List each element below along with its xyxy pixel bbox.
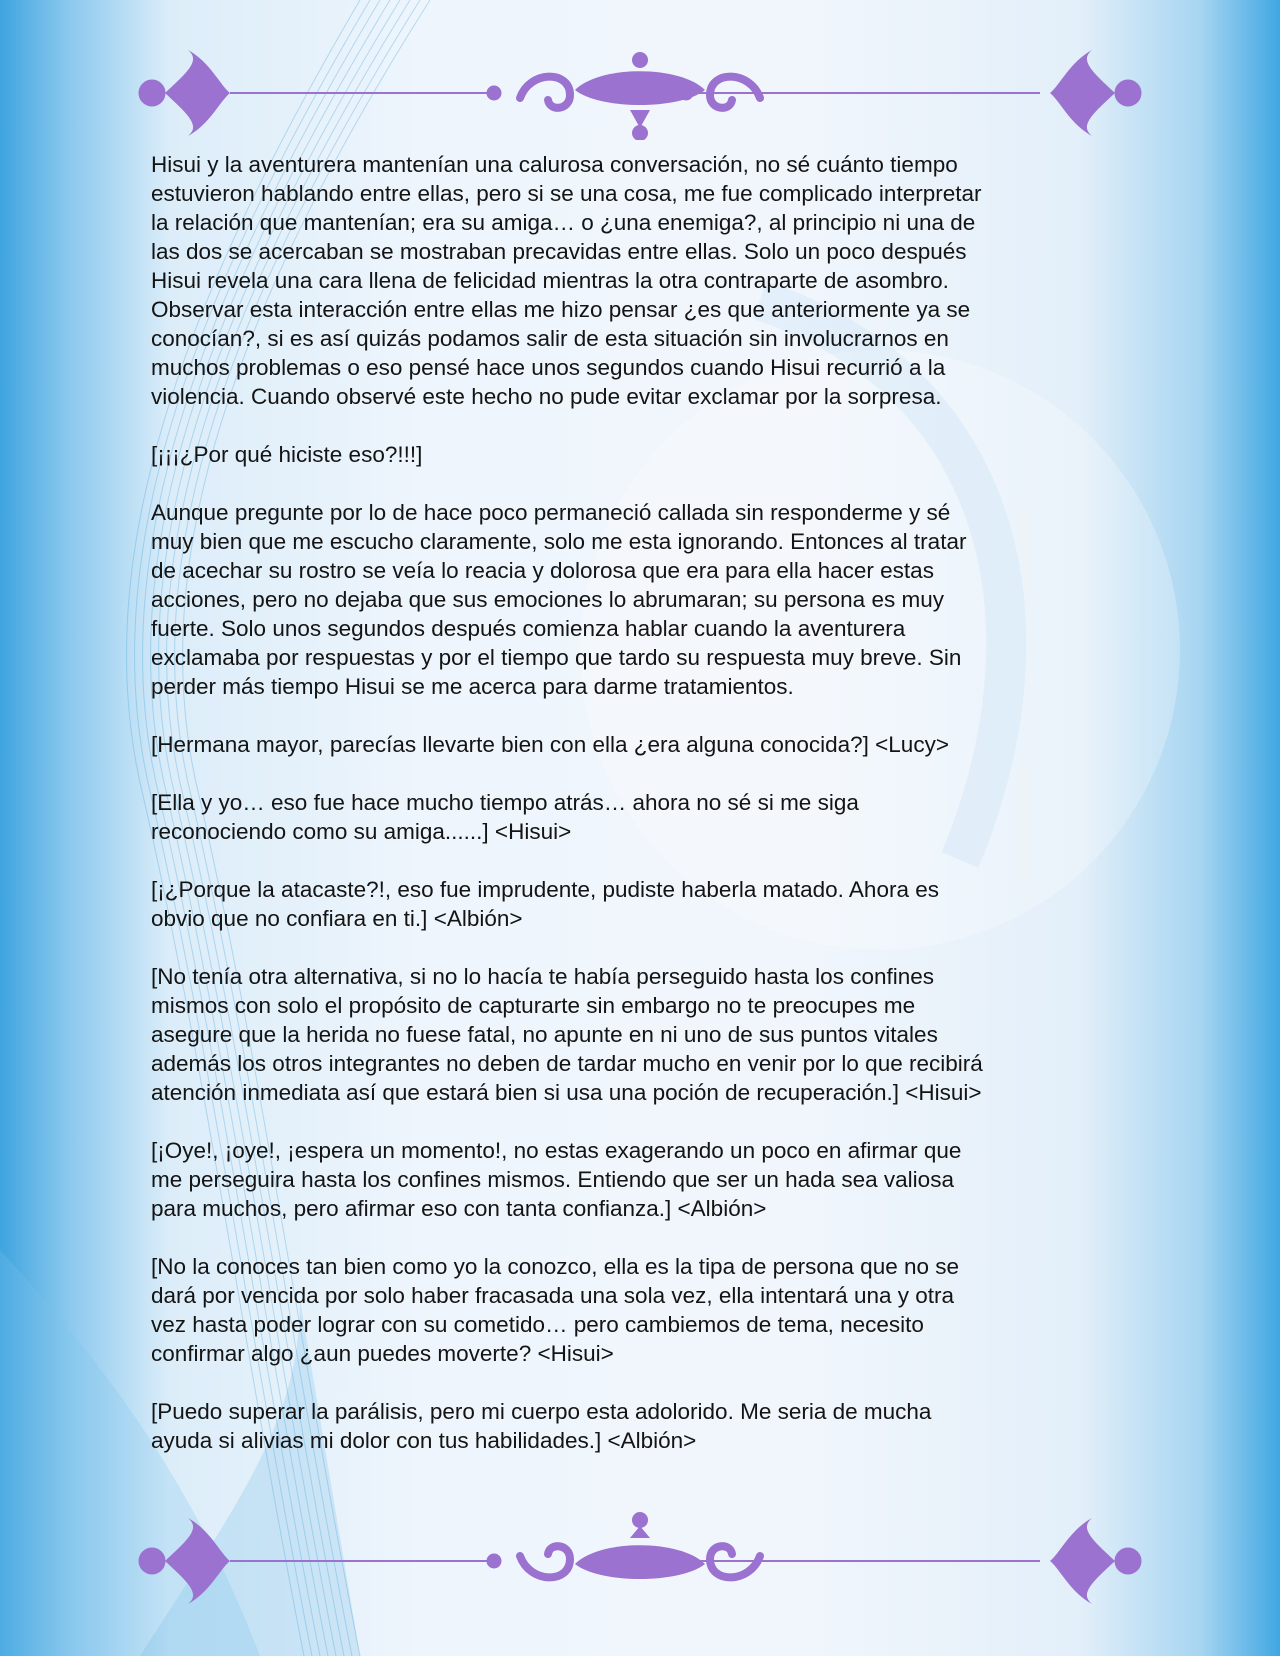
dialogue-line: [No tenía otra alternativa, si no lo hacía te había perseguido hasta los confines mismos con solo el propósito de capturarte sin embargo no te preocupes me asegure que la herida no fuese fatal, no apunte en ni uno de sus puntos vitales además los otros integrantes no deben de tardar mucho en venir por lo que recibirá atención inmediata así que estará bien si usa una poción de recuperación.] <Hisui> [151, 964, 983, 1105]
dialogue-line: [Hermana mayor, parecías llevarte bien con ella ¿era alguna conocida?] <Lucy> [151, 732, 949, 757]
narrative-paragraph: Aunque pregunte por lo de hace poco permaneció callada sin responderme y sé muy bien que me escucho claramente, solo me esta ignorando. Entonces al tratar de acechar su rostro se veía lo reacia y dolorosa que era para ella hacer estas acciones, pero no dejaba que sus emociones lo abrumaran; su persona es muy fuerte. Solo unos segundos después comienza hablar cuando la aventurera exclamaba por respuestas y por el tiempo que tardo su respuesta muy breve. Sin perder más tiempo Hisui se me acerca para darme tratamientos. [151, 500, 967, 699]
dialogue-line: [No la conoces tan bien como yo la conozco, ella es la tipa de persona que no se dará por vencida por solo haber fracasada una sola vez, ella intentará una y otra vez hasta poder lograr con su cometido… pero cambiemos de tema, necesito confirmar algo ¿aun puedes moverte? <Hisui> [151, 1254, 960, 1366]
document-body [151, 150, 1101, 1484]
dialogue-line: [Puedo superar la parálisis, pero mi cuerpo esta adolorido. Me seria de mucha ayuda si alivias mi dolor con tus habilidades.] <Albión> [151, 1399, 932, 1453]
bottom-ornament [130, 1508, 1150, 1608]
dialogue-line: [¡Oye!, ¡oye!, ¡espera un momento!, no estas exagerando un poco en afirmar que me perseguira hasta los confines mismos. Entiendo que ser un hada sea valiosa para muchos, pero afirmar eso con tanta confianza.] <Albión> [151, 1138, 962, 1221]
dialogue-line: [¡¿Porque la atacaste?!, eso fue imprudente, pudiste haberla matado. Ahora es obvio que no confiara en ti.] <Albión> [151, 877, 939, 931]
dialogue-line: [Ella y yo… eso fue hace mucho tiempo atrás… ahora no sé si me siga reconociendo como su amiga......] <Hisui> [151, 790, 859, 844]
narrative-paragraph: Hisui y la aventurera mantenían una calurosa conversación, no sé cuánto tiempo estuvieron hablando entre ellas, pero si se una cosa, me fue complicado interpretar la relación que mantenían; era su amiga… o ¿una enemiga?, al principio ni una de las dos se acercaban se mostraban precavidas entre ellas. Solo un poco después Hisui revela una cara llena de felicidad mientras la otra contraparte de asombro. Observar esta interacción entre ellas me hizo pensar ¿es que anteriormente ya se conocían?, si es así quizás podamos salir de esta situación sin involucrarnos en muchos problemas o eso pensé hace unos segundos cuando Hisui recurrió a la violencia. Cuando observé este hecho no pude evitar exclamar por la sorpresa. [151, 152, 982, 409]
top-ornament [130, 40, 1150, 140]
dialogue-line: [¡¡¡¿Por qué hiciste eso?!!!] [151, 442, 423, 467]
